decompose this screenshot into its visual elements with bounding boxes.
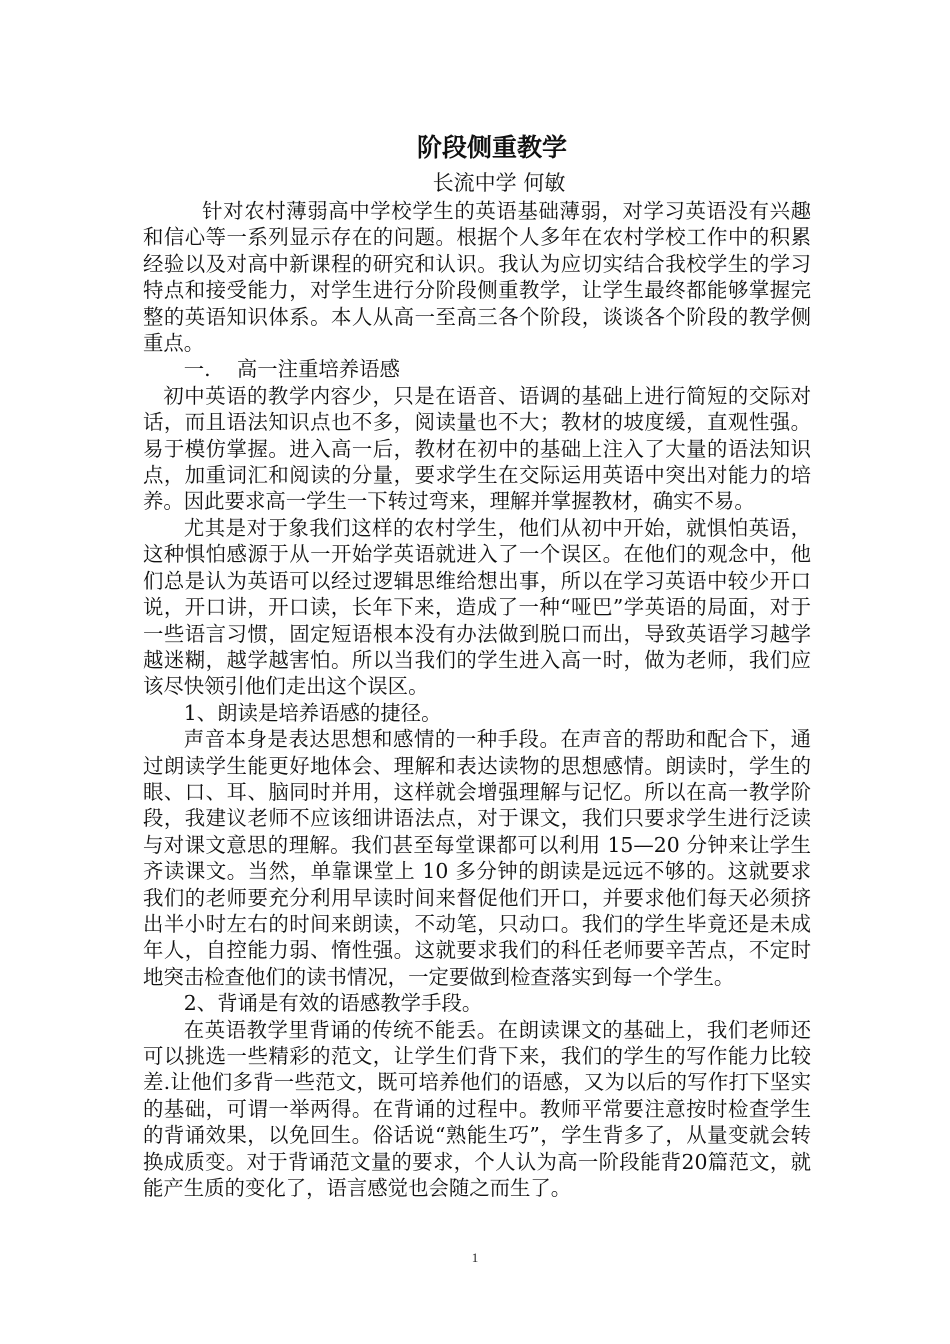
section-1-heading	[143, 356, 811, 382]
subsection-1-heading: 1、朗读是培养语感的捷径。	[183, 700, 442, 725]
section-1-number: 一.	[183, 357, 211, 382]
section-1-title: 高一注重培养语感	[236, 357, 400, 382]
document-title: 阶段侧重教学	[416, 133, 567, 162]
subsection-2-heading: 2、背诵是有效的语感教学手段。	[183, 991, 483, 1016]
section-1-paragraph-2: 尤其是对于象我们这样的农村学生，他们从初中开始，就惧怕英语，这种惧怕感源于从一开始学英语就进入了一个误区。在他们的观念中，他们总是认为英语可以经过逻辑思维给想出事，所以在学习英语中较少开口说，开口讲，开口读，长年下来，造成了一种“哑巴”学英语的局面，对于一些语言习惯，固定短语根本没有办法做到脱口而出，导致英语学习越学越迷糊，越学越害怕。所以当我们的学生进入高一时，做为老师，我们应该尽快领引他们走出这个误区。	[143, 515, 811, 699]
subsection-1-paragraph: 声音本身是表达思想和感情的一种手段。在声音的帮助和配合下，通过朗读学生能更好地体会、理解和表达读物的思想感情。朗读时，学生的眼、口、耳、脑同时并用，这样就会增强理解与记忆。所以在高一教学阶段，我建议老师不应该细讲语法点，对于课文，我们只要求学生进行泛读与对课文意思的理解。我们甚至每堂课都可以利用 15—20 分钟来让学生齐读课文。当然，单靠课堂上 10 多分钟的朗读是远远不够的。这就要求我们的老师要充分利用早读时间来督促他们开口，并要求他们每天必须挤出半小时左右的时间来朗读，不动笔，只动口。我们的学生毕竟还是未成年人，自控能力弱、惰性强。这就要求我们的科任老师要辛苦点，不定时地突击检查他们的读书情况，一定要做到检查落实到每一个学生。	[143, 727, 811, 989]
page-number: 1	[471, 1250, 479, 1265]
author-line: 长流中学 何敏	[432, 171, 566, 195]
document-page	[143, 128, 811, 1201]
subsection-2-paragraph: 在英语教学里背诵的传统不能丢。在朗读课文的基础上，我们老师还可以挑选一些精彩的范文，让学生们背下来，我们的学生的写作能力比较差.让他们多背一些范文，既可培养他们的语感，又为以后的写作打下坚实的基础，可谓一举两得。在背诵的过程中。教师平常要注意按时检查学生的背诵效果，以免回生。俗话说“熟能生巧”，学生背多了，从量变就会转换成质变。对于背诵范文量的要求，个人认为高一阶段能背20篇范文，就能产生质的变化了，语言感觉也会随之而生了。	[143, 1017, 811, 1201]
section-1-paragraph-1: 初中英语的教学内容少，只是在语音、语调的基础上进行简短的交际对话，而且语法知识点也不多，阅读量也不大；教材的坡度缓，直观性强。易于模仿掌握。进入高一后，教材在初中的基础上注入了大量的语法知识点，加重词汇和阅读的分量，要求学生在交际运用英语中突出对能力的培养。因此要求高一学生一下转过弯来，理解并掌握教材，确实不易。	[143, 383, 811, 514]
intro-paragraph: 针对农村薄弱高中学校学生的英语基础薄弱，对学习英语没有兴趣和信心等一系列显示存在的问题。根据个人多年在农村学校工作中的积累经验以及对高中新课程的研究和认识。我认为应切实结合我校学生的学习特点和接受能力，对学生进行分阶段侧重教学，让学生最终都能够掌握完整的英语知识体系。本人从高一至高三各个阶段，谈谈各个阶段的教学侧重点。	[143, 199, 811, 356]
